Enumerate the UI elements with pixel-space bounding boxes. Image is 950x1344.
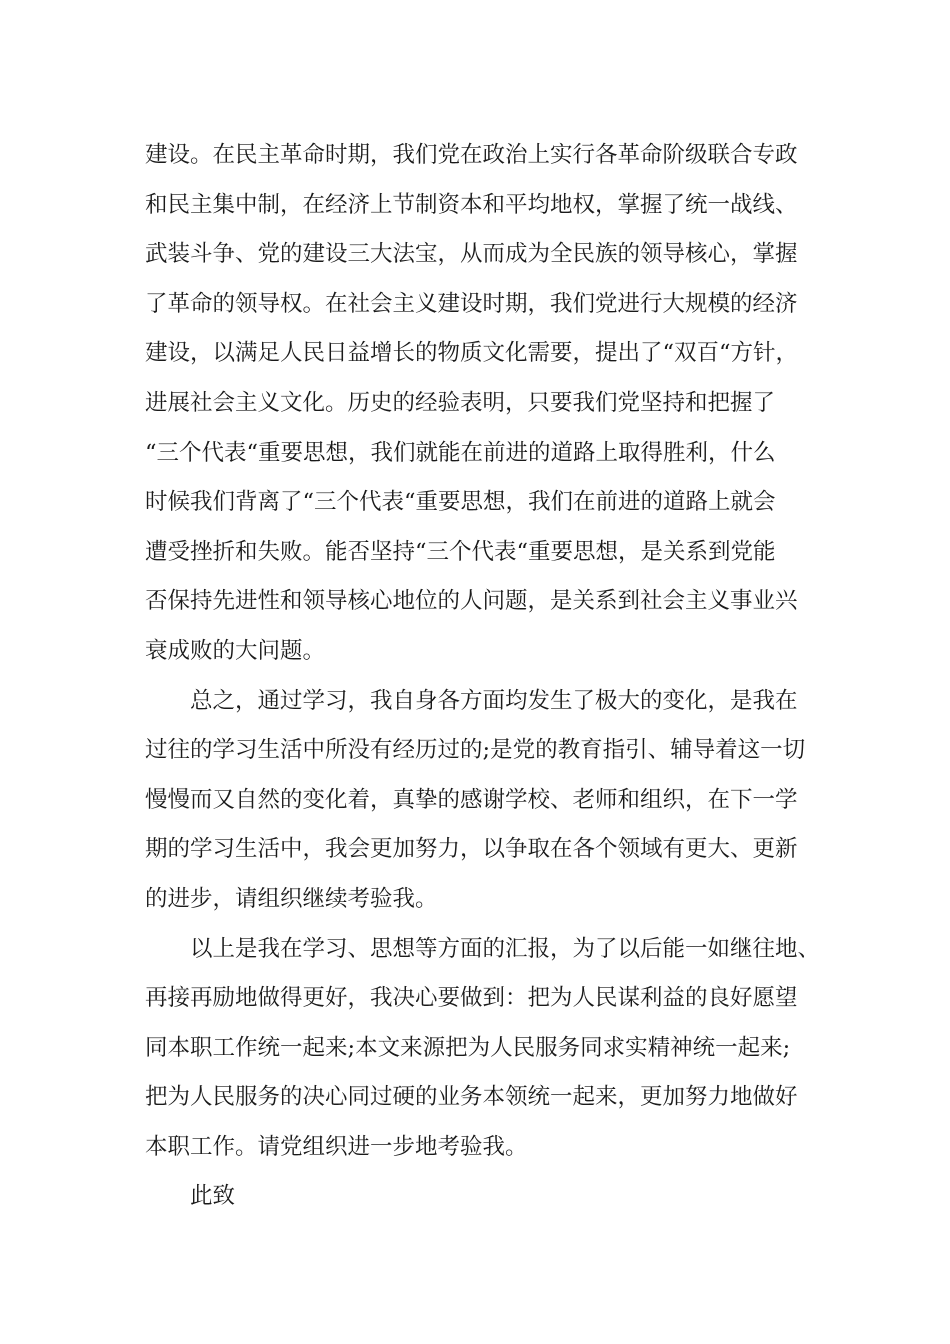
text-line: 以上是我在学习、思想等方面的汇报，为了以后能一如继往地、 [190, 935, 821, 962]
paragraph [145, 131, 825, 677]
text-line: 和民主集中制，在经济上节制资本和平均地权，掌握了统一战线、 [145, 191, 798, 218]
paragraph [145, 677, 825, 925]
paragraph [145, 925, 825, 1173]
text-line: 本职工作。请党组织进一步地考验我。 [145, 1133, 528, 1160]
text-line: 总之，通过学习，我自身各方面均发生了极大的变化，是我在 [190, 687, 798, 714]
text-line: “三个代表“重要思想，我们就能在前进的道路上取得胜利，什么 [145, 439, 776, 466]
text-line: 的进步，请组织继续考验我。 [145, 885, 438, 912]
text-line: 慢慢而又自然的变化着，真挚的感谢学校、老师和组织，在下一学 [145, 786, 798, 813]
text-line: 否保持先进性和领导核心地位的人问题，是关系到社会主义事业兴 [145, 588, 798, 615]
paragraph [145, 1172, 825, 1222]
text-line: 进展社会主义文化。历史的经验表明，只要我们党坚持和把握了 [145, 389, 776, 416]
document-body [145, 131, 825, 1222]
text-line: 把为人民服务的决心同过硬的业务本领统一起来，更加努力地做好 [145, 1084, 798, 1111]
text-line: 衰成败的大问题。 [145, 637, 326, 664]
text-line: 同本职工作统一起来;本文来源把为人民服务同求实精神统一起来; [145, 1034, 791, 1061]
text-line: 建设，以满足人民日益增长的物质文化需要，提出了“双百“方针， [145, 340, 799, 367]
text-line: 了革命的领导权。在社会主义建设时期，我们党进行大规模的经济 [145, 290, 798, 317]
text-line: 再接再励地做得更好，我决心要做到：把为人民谋利益的良好愿望 [145, 985, 798, 1012]
text-line: 期的学习生活中，我会更加努力，以争取在各个领域有更大、更新 [145, 836, 798, 863]
closing-salutation: 此致 [190, 1183, 236, 1210]
text-line: 建设。在民主革命时期，我们党在政治上实行各革命阶级联合专政 [145, 142, 798, 168]
text-line: 过往的学习生活中所没有经历过的;是党的教育指引、辅导着这一切 [145, 737, 806, 764]
text-line: 时候我们背离了“三个代表“重要思想，我们在前进的道路上就会 [145, 489, 776, 516]
text-line: 遭受挫折和失败。能否坚持“三个代表“重要思想，是关系到党能 [145, 538, 776, 565]
text-line: 武装斗争、党的建设三大法宝，从而成为全民族的领导核心，掌握 [145, 241, 798, 268]
